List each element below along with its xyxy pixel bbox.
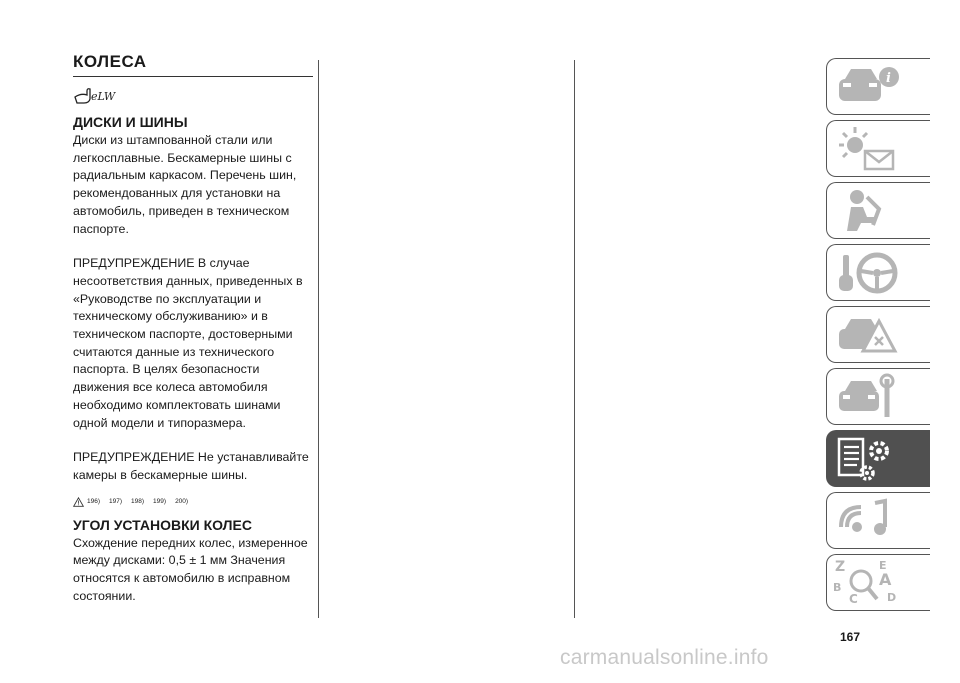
page-number: 167 [840,630,861,644]
warning-references [73,497,313,507]
tab-lights-messages[interactable] [826,120,930,177]
subsection-title-disks: ДИСКИ И ШИНЫ [73,114,188,130]
tab-index[interactable] [826,554,930,611]
lights-message-icon [827,121,931,178]
svg-text:E: E [879,559,887,572]
tab-car-info[interactable] [826,58,930,115]
subsection-title-alignment: УГОЛ УСТАНОВКИ КОЛЕС [73,516,252,533]
key-steering-icon [827,245,931,302]
tab-emergency[interactable] [826,306,930,363]
svg-text:B: B [833,581,842,594]
svg-text:C: C [849,592,858,606]
hand-pointing-icon [73,85,313,107]
technical-data-icon [827,431,931,488]
warning-ref[interactable]: 197) [109,498,123,506]
tab-starting-driving[interactable] [826,244,930,301]
car-info-icon [827,59,931,116]
warning-ref[interactable]: 200) [175,498,189,506]
svg-text:Z: Z [835,559,846,575]
warning-ref[interactable]: 196) [87,498,101,506]
chapter-tabs [826,58,930,616]
alphabetical-index-icon [827,555,931,612]
warning-ref[interactable]: 198) [131,498,145,506]
emergency-icon [827,307,931,364]
svg-text:eLW: eLW [91,90,116,103]
tab-maintenance[interactable] [826,368,930,425]
warning-triangle-icon [73,497,84,507]
multimedia-icon [827,493,931,550]
car-maintenance-icon [827,369,931,426]
left-column [73,52,313,622]
section-title: КОЛЕСА [73,52,313,77]
paragraph-warning-2: ПРЕДУПРЕЖДЕНИЕ Не устанавливайте камеры в бескамерные шины. [73,450,309,482]
column-divider [574,60,575,618]
warning-ref[interactable]: 199) [153,498,167,506]
paragraph-warning-1: ПРЕДУПРЕЖДЕНИЕ В случае несоответствия данных, приведенных в «Руководстве по эксплуатации и техническому обслуживанию» и в техническом паспорте, достоверными считаются данные из технического паспорта. В целях безопасности движения все колеса автомобиля необходимо комплектовать шинами одной модели и типоразмера. [73,256,303,430]
svg-text:i: i [886,71,891,86]
tab-safety[interactable] [826,182,930,239]
paragraph-disks: Диски из штампованной стали или легкосплавные. Бескамерные шины с радиальным каркасом. Перечень шин, рекомендованных для установки на автомобиль, приведен в техническом паспорте. [73,133,297,236]
seat-safety-icon [827,183,931,240]
column-divider [318,60,319,618]
tab-multimedia[interactable] [826,492,930,549]
tab-technical-data[interactable] [826,430,930,487]
paragraph-alignment: Схождение передних колес, измеренное между дисками: 0,5 ± 1 мм Значения относятся к автомобилю в исправном состоянии. [73,535,308,603]
svg-text:D: D [887,591,897,604]
svg-text:A: A [879,570,892,589]
watermark-footer[interactable]: carmanualsonline.info [560,646,769,669]
